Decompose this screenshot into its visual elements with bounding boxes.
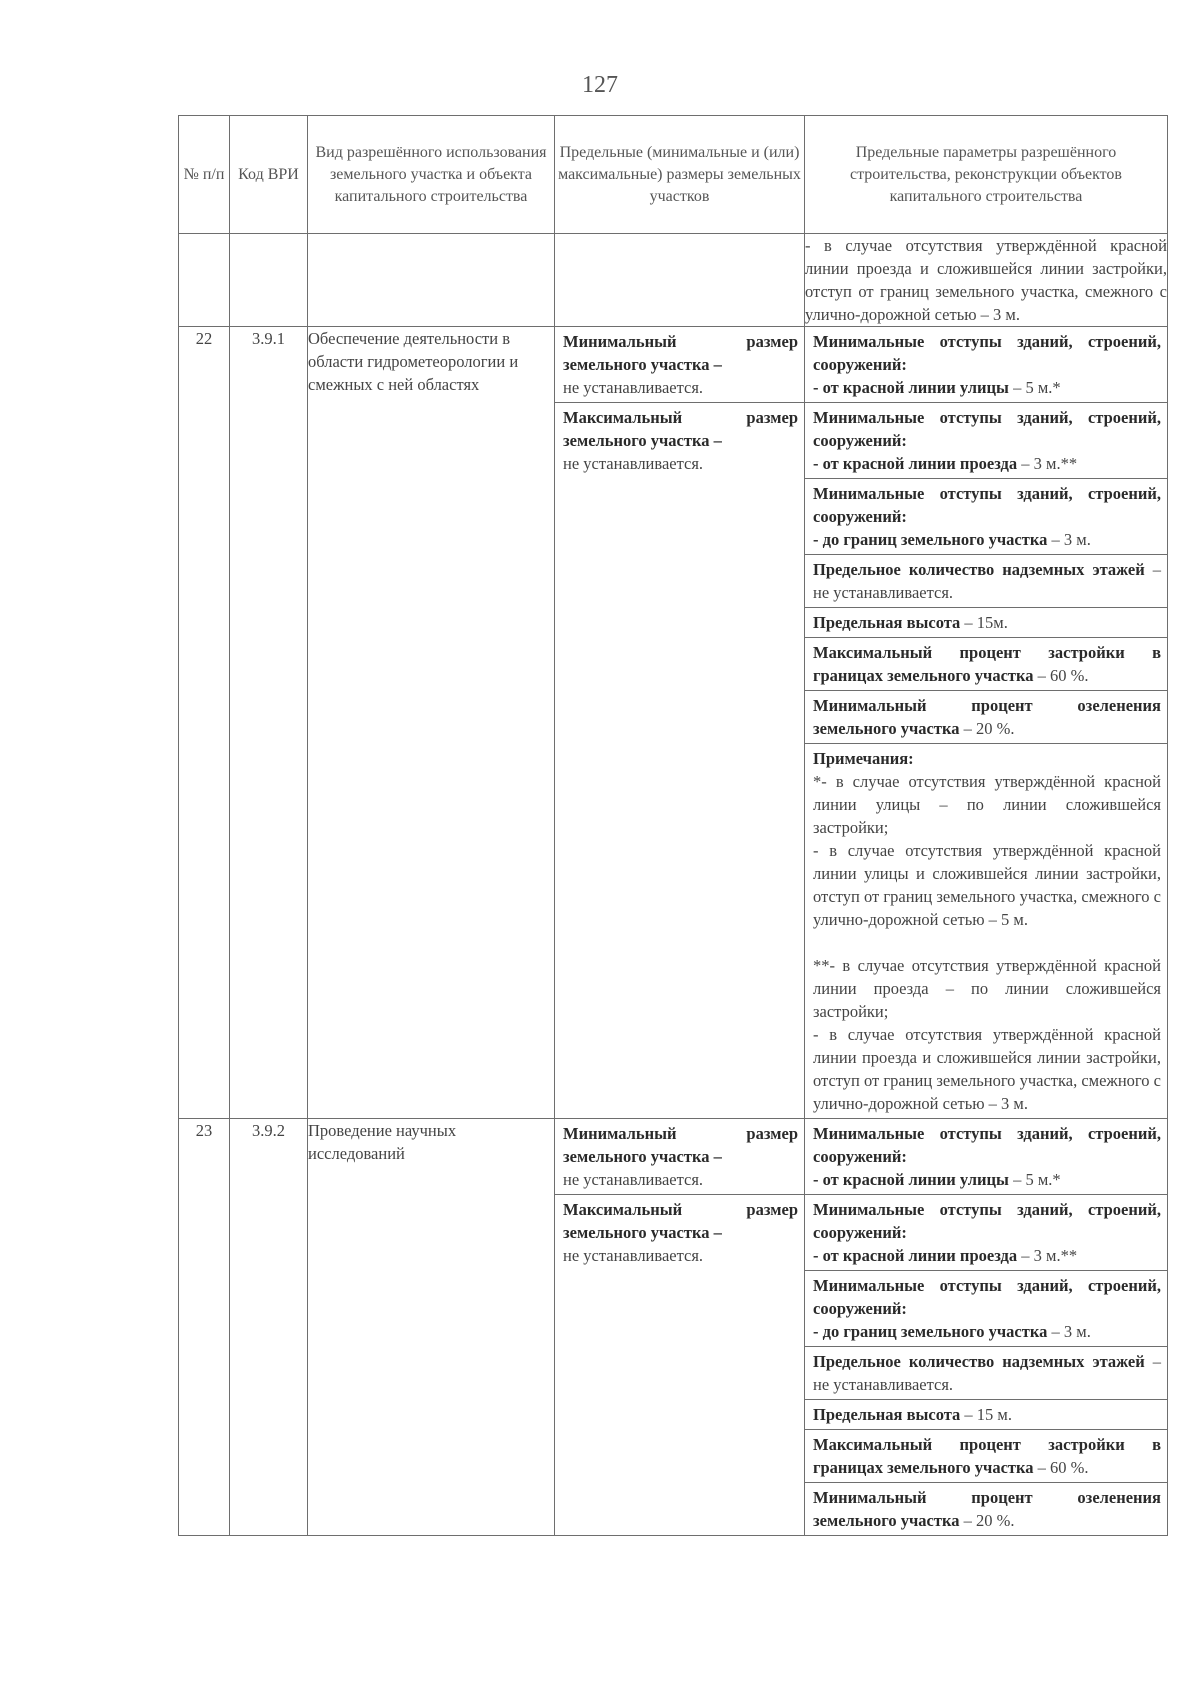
note-text: - в случае отсутствия утверждённой красной линии улицы и сложившейся линии застройки, отступ от границ земельного участка, смежного с улично-дорожной сетью – 5 м. (813, 841, 1161, 929)
param-min-greening (805, 691, 1167, 744)
continuation-text: - в случае отсутствия утверждённой красной линии проезда и сложившейся линии застройки, отступ от границ земельного участка, смежного с улично-дорожной сетью – 3 м. (805, 234, 1168, 327)
param-value: – 20 %. (963, 719, 1015, 738)
param-height (805, 608, 1167, 638)
max-plot-value: не устанавливается. (563, 454, 704, 473)
param-setback-boundary (805, 479, 1167, 555)
params-cell (805, 327, 1168, 1119)
plot-size-cell (555, 327, 805, 1119)
max-plot-size (555, 403, 804, 478)
param-setback-passage (805, 1195, 1167, 1271)
plot-size-cell (555, 1119, 805, 1536)
param-setback-boundary (805, 1271, 1167, 1347)
min-plot-value: не устанавливается. (563, 1170, 704, 1189)
param-label: Минимальный процент озеленения земельного участка (813, 1488, 1161, 1530)
param-value: – 5 м.* (1013, 1170, 1061, 1189)
note-text: **- в случае отсутствия утверждённой красной линии проезда – по линии сложившейся застройки; (813, 956, 1161, 1021)
param-label: Минимальный процент озеленения земельного участка (813, 696, 1161, 738)
param-value: – 3 м.** (1021, 454, 1078, 473)
param-sub: - до границ земельного участка (813, 1322, 1048, 1341)
param-label: Предельная высота (813, 1405, 961, 1424)
table-header-row (179, 116, 1168, 234)
notes-title: Примечания: (813, 749, 914, 768)
table-row-22 (179, 327, 1168, 1119)
row-code: 3.9.1 (230, 327, 308, 1119)
param-setback-street (805, 327, 1167, 403)
param-height (805, 1400, 1167, 1430)
param-sub: - от красной линии проезда (813, 454, 1018, 473)
note-spacer (813, 931, 1161, 954)
param-value: – 60 %. (1037, 666, 1089, 685)
param-label: Минимальные отступы зданий, строений, сооружений: (813, 1200, 1161, 1242)
header-params: Предельные параметры разрешённого строительства, реконструкции объектов капитального строительства (805, 116, 1168, 234)
param-max-coverage (805, 1430, 1167, 1483)
cell-empty (230, 234, 308, 327)
min-plot-size (555, 1119, 804, 1195)
row-vid: Обеспечение деятельности в области гидрометеорологии и смежных с ней областях (308, 327, 555, 1119)
param-floors (805, 555, 1167, 608)
param-value: – 3 м.** (1021, 1246, 1078, 1265)
param-label: Минимальные отступы зданий, строений, сооружений: (813, 484, 1161, 526)
row-code: 3.9.2 (230, 1119, 308, 1536)
max-plot-value: не устанавливается. (563, 1246, 704, 1265)
param-label: Предельная высота (813, 613, 961, 632)
cell-empty (308, 234, 555, 327)
param-value: – 3 м. (1051, 530, 1091, 549)
param-sub: - от красной линии улицы (813, 1170, 1009, 1189)
row-vid: Проведение научных исследований (308, 1119, 555, 1536)
param-label: Минимальные отступы зданий, строений, сооружений: (813, 1276, 1161, 1318)
param-label: Минимальные отступы зданий, строений, сооружений: (813, 408, 1161, 450)
max-plot-label: Максимальный размер земельного участка – (563, 408, 798, 450)
param-value: – 60 %. (1037, 1458, 1089, 1477)
page-number: 127 (582, 72, 618, 98)
param-max-coverage (805, 638, 1167, 691)
param-floors (805, 1347, 1167, 1400)
row-number: 23 (179, 1119, 230, 1536)
max-plot-size (555, 1195, 804, 1270)
min-plot-label: Минимальный размер земельного участка – (563, 332, 798, 374)
param-value: – не устанавливается. (813, 560, 1161, 602)
params-cell (805, 1119, 1168, 1536)
table-row-continuation (179, 234, 1168, 327)
header-num: № п/п (179, 116, 230, 234)
param-label: Минимальные отступы зданий, строений, сооружений: (813, 332, 1161, 374)
cell-empty (179, 234, 230, 327)
note-text: - в случае отсутствия утверждённой красной линии проезда и сложившейся линии застройки, отступ от границ земельного участка, смежного с улично-дорожной сетью – 3 м. (813, 1025, 1161, 1113)
header-vid: Вид разрешённого использования земельного участка и объекта капитального строительства (308, 116, 555, 234)
max-plot-label: Максимальный размер земельного участка – (563, 1200, 798, 1242)
notes (805, 744, 1167, 1118)
param-label: Предельное количество надземных этажей (813, 1352, 1145, 1371)
table-row-23 (179, 1119, 1168, 1536)
row-number: 22 (179, 327, 230, 1119)
header-code: Код ВРИ (230, 116, 308, 234)
param-value: – 3 м. (1051, 1322, 1091, 1341)
param-value: – 20 %. (963, 1511, 1015, 1530)
param-value: – 5 м.* (1013, 378, 1061, 397)
param-label: Минимальные отступы зданий, строений, сооружений: (813, 1124, 1161, 1166)
note-text: *- в случае отсутствия утверждённой красной линии улицы – по линии сложившейся застройки; (813, 772, 1161, 837)
param-sub: - от красной линии улицы (813, 378, 1009, 397)
regulations-table (178, 115, 1168, 1536)
min-plot-value: не устанавливается. (563, 378, 704, 397)
param-setback-street (805, 1119, 1167, 1195)
param-label: Максимальный процент застройки в границах земельного участка (813, 643, 1161, 685)
param-sub: - до границ земельного участка (813, 530, 1048, 549)
param-sub: - от красной линии проезда (813, 1246, 1018, 1265)
param-min-greening (805, 1483, 1167, 1535)
param-value: – не устанавливается. (813, 1352, 1161, 1394)
min-plot-size (555, 327, 804, 403)
cell-empty (555, 234, 805, 327)
param-setback-passage (805, 403, 1167, 479)
param-label: Предельное количество надземных этажей (813, 560, 1145, 579)
param-label: Максимальный процент застройки в границах земельного участка (813, 1435, 1161, 1477)
param-value: – 15 м. (964, 1405, 1012, 1424)
header-plot-size: Предельные (минимальные и (или) максимальные) размеры земельных участков (555, 116, 805, 234)
param-value: – 15м. (964, 613, 1008, 632)
min-plot-label: Минимальный размер земельного участка – (563, 1124, 798, 1166)
